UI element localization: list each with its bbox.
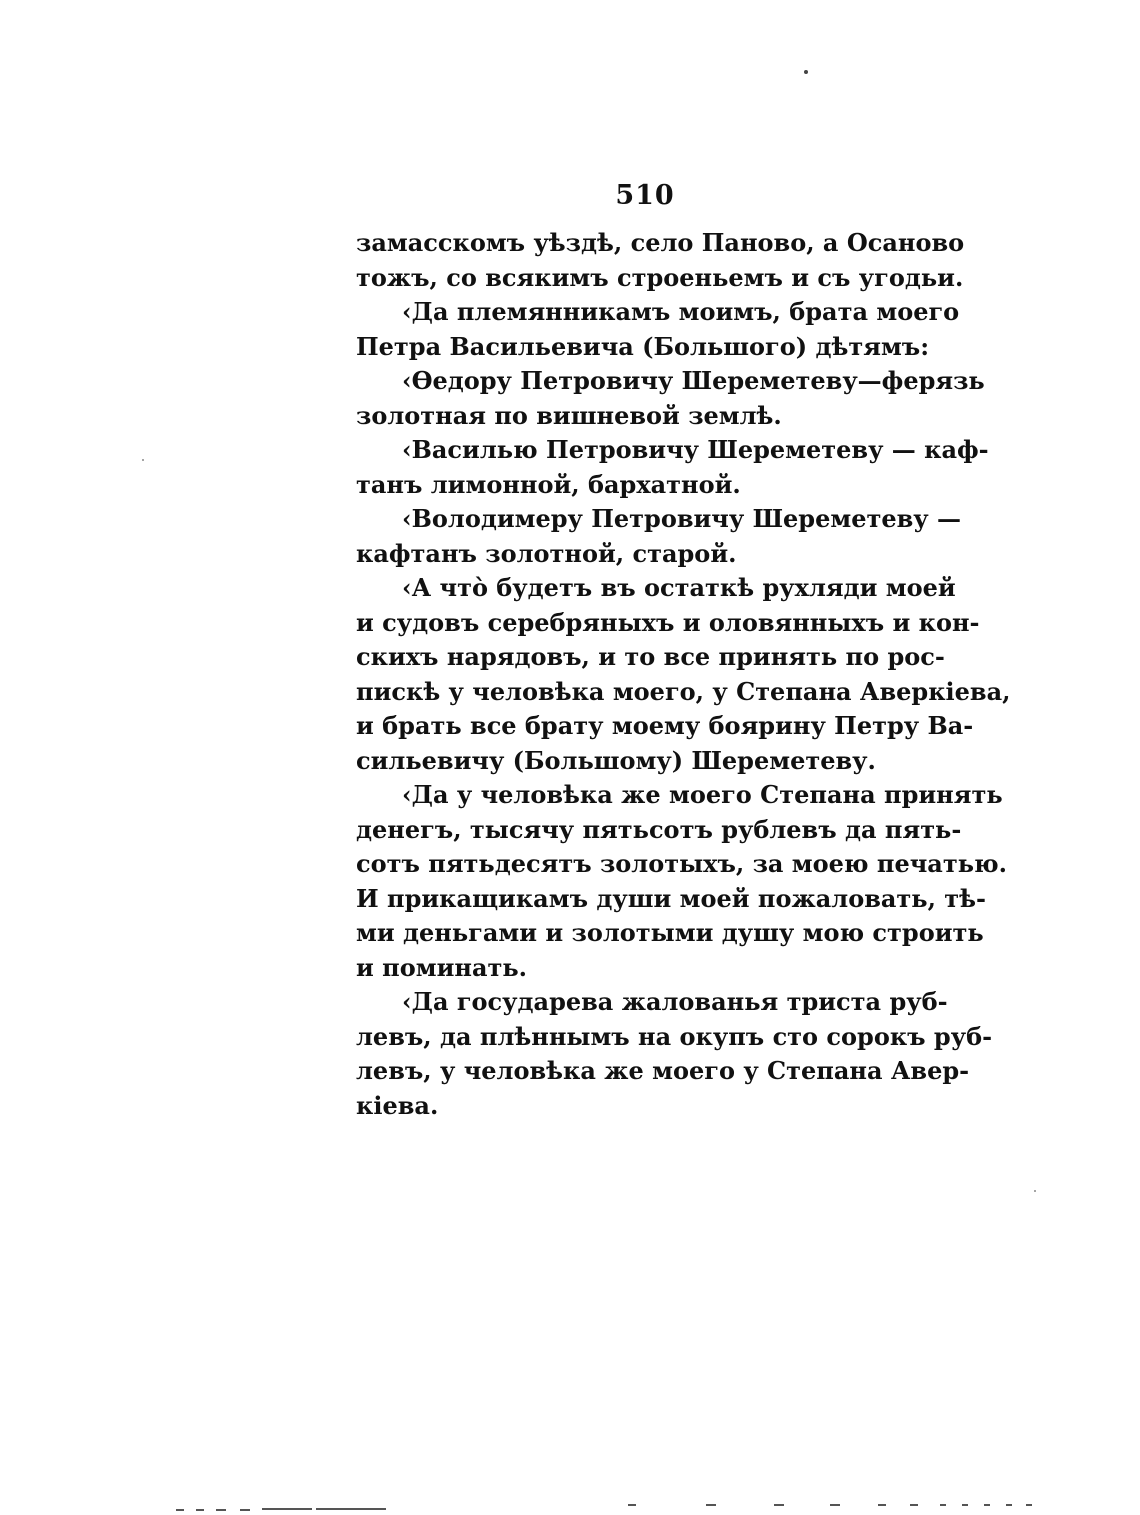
scan-speck bbox=[142, 459, 144, 461]
paragraph bbox=[356, 364, 985, 433]
text-line: И прикащикамъ души моей пожаловать, тѣ- bbox=[356, 883, 987, 913]
text-line: ‹Ѳедору Петровичу Шереметеву—ферязь bbox=[402, 366, 985, 395]
paragraph bbox=[356, 985, 993, 1123]
text-line: ми деньгами и золотыми душу мою строить bbox=[356, 918, 984, 947]
scan-speck bbox=[804, 70, 808, 74]
text-line: и судовъ серебряныхъ и оловянныхъ и кон- bbox=[356, 607, 980, 637]
text-line: ‹Да племянникамъ моимъ, брата моего bbox=[402, 297, 960, 326]
paragraph bbox=[356, 295, 960, 364]
text-line: денегъ, тысячу пятьсотъ рублевъ да пять- bbox=[356, 814, 962, 844]
text-line: замасскомъ уѣздѣ, село Паново, а Осаново bbox=[356, 228, 965, 257]
text-line: ‹Володимеру Петровичу Шереметеву — bbox=[402, 504, 961, 533]
text-line: ‹А что̀ будетъ въ остаткѣ рухляди моей bbox=[402, 573, 956, 602]
text-line: пискѣ у человѣка моего, у Степана Аверкіева, bbox=[356, 676, 1011, 706]
text-line: левъ, да плѣннымъ на окупъ сто сорокъ руб- bbox=[356, 1021, 993, 1051]
paragraph bbox=[356, 778, 1007, 985]
text-line: кафтанъ золотной, старой. bbox=[356, 538, 737, 568]
text-line: Петра Васильевича (Большого) дѣтямъ: bbox=[356, 331, 930, 361]
scan-speck bbox=[1034, 1190, 1036, 1192]
paragraph bbox=[356, 502, 961, 571]
text-line: сильевичу (Большому) Шереметеву. bbox=[356, 745, 876, 775]
text-line: и поминать. bbox=[356, 952, 528, 982]
text-line: тожъ, со всякимъ строеньемъ и съ угодьи. bbox=[356, 262, 964, 292]
paragraph bbox=[356, 571, 1011, 778]
text-line: ‹Да государева жалованья триста руб- bbox=[402, 987, 948, 1016]
paragraph bbox=[356, 226, 965, 295]
text-line: кіева. bbox=[356, 1090, 439, 1120]
document-body bbox=[356, 226, 1011, 1123]
text-line: левъ, у человѣка же моего у Степана Авер- bbox=[356, 1056, 970, 1085]
page-number: 510 bbox=[615, 180, 675, 211]
text-line: ‹Да у человѣка же моего Степана принять bbox=[402, 780, 1003, 809]
text-line: золотная по вишневой землѣ. bbox=[356, 400, 782, 430]
text-line: и брать все брату моему боярину Петру Ва- bbox=[356, 711, 974, 740]
text-line: танъ лимонной, бархатной. bbox=[356, 469, 741, 499]
text-line: ‹Василью Петровичу Шереметеву — каф- bbox=[402, 435, 989, 464]
text-line: сотъ пятьдесятъ золотыхъ, за моею печатью. bbox=[356, 849, 1007, 878]
text-line: скихъ нарядовъ, и то все принять по рос- bbox=[356, 642, 945, 671]
paragraph bbox=[356, 433, 989, 502]
